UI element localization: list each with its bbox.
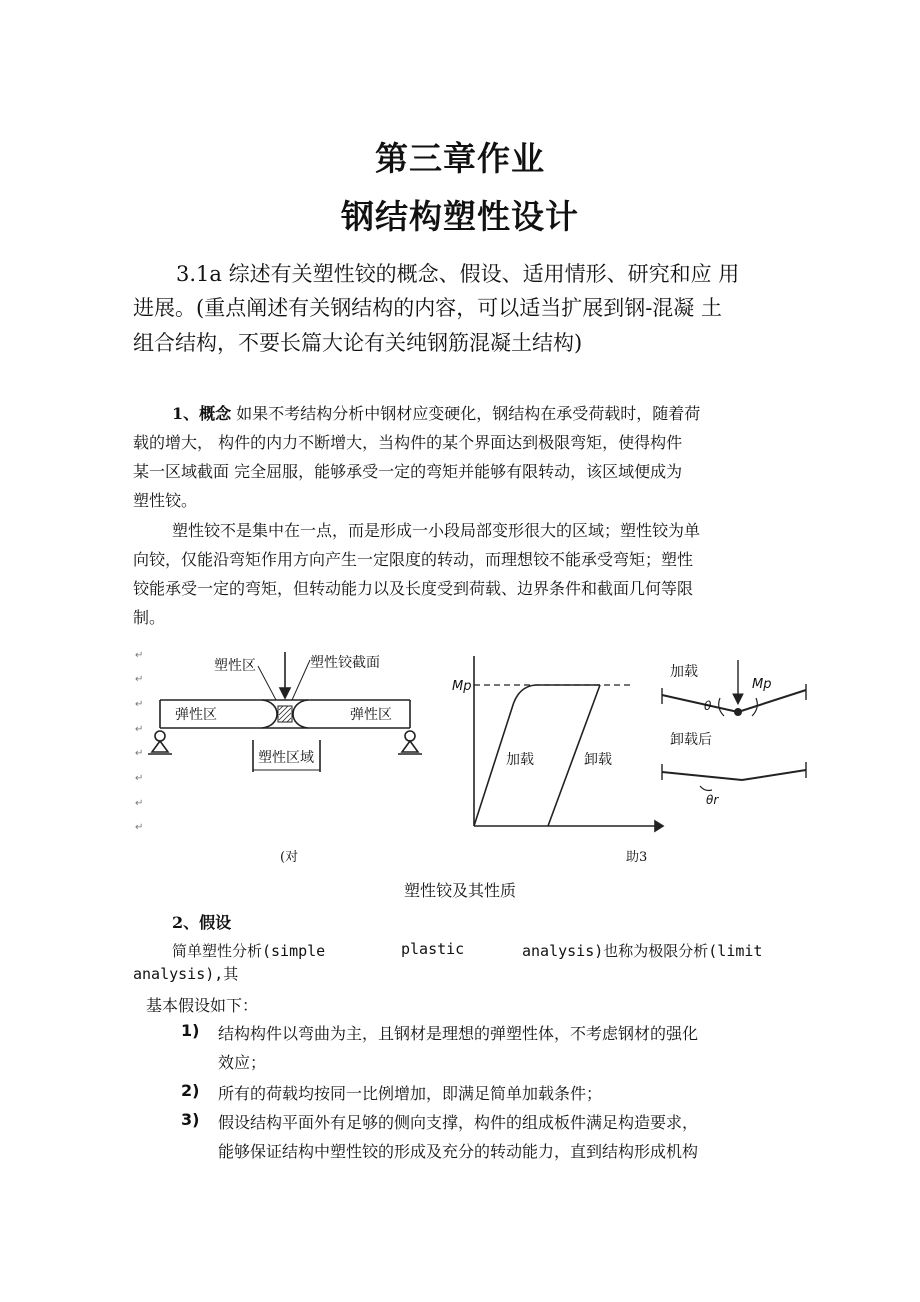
hinge-paragraph-line-2: 向铰，仅能沿弯矩作用方向产生一定限度的转动，而理想铰不能承受弯矩；塑性 xyxy=(133,550,694,569)
hinge-section-label: 塑性铰截面 xyxy=(310,655,380,671)
hinge-paragraph-line-4: 制。 xyxy=(133,608,166,627)
concept-paragraph-line-1: 1、概念 如果不考结构分析中钢材应变硬化，钢结构在承受荷载时，随着荷 xyxy=(172,404,701,423)
topic-title: 钢结构塑性设计 xyxy=(341,197,579,236)
assumption-1-number: 1) xyxy=(181,1021,200,1040)
question-line-2: 进展。(重点阐述有关钢结构的内容，可以适当扩展到钢-混凝 土 xyxy=(133,296,722,320)
assumption-3-number: 3) xyxy=(181,1110,200,1129)
mp-axis-label: Mp xyxy=(452,679,472,694)
svg-text:↵: ↵ xyxy=(135,650,144,661)
assumption-2-line-1: 所有的荷载均按同一比例增加，即满足简单加载条件； xyxy=(218,1084,603,1103)
elastic-zone-left-label: 弹性区 xyxy=(175,707,217,723)
plastic-zone-label: 塑性区 xyxy=(214,658,256,674)
svg-text:↵: ↵ xyxy=(135,724,144,735)
concept-heading: 1、概念 xyxy=(172,404,232,423)
svg-text:↵: ↵ xyxy=(135,798,144,809)
assumption-1-line-1: 结构构件以弯曲为主，且钢材是理想的弹塑性体，不考虑钢材的强化 xyxy=(218,1024,699,1043)
assumptions-line-3: 基本假设如下： xyxy=(146,996,259,1015)
elastic-zone-right-label: 弹性区 xyxy=(350,707,392,723)
assumption-1-line-2: 效应； xyxy=(218,1053,267,1072)
figure-sub-label-left: (对 xyxy=(280,850,299,865)
hinge-mp-label: Mp xyxy=(752,677,772,692)
question-line-3: 组合结构，不要长篇大论有关纯钢筋混凝土结构) xyxy=(133,331,583,355)
after-unloading-label: 卸载后 xyxy=(670,732,712,748)
question-line-1: 3.1a 综述有关塑性铰的概念、假设、适用情形、研究和应 用 xyxy=(176,262,740,286)
moment-rotation-graph xyxy=(474,656,663,831)
chapter-title: 第三章作业 xyxy=(375,139,545,178)
assumptions-heading: 2、假设 xyxy=(172,913,232,932)
loading-curve-label: 加载 xyxy=(506,752,534,768)
hinge-theta-label: θ xyxy=(704,699,712,713)
figure-caption: 塑性铰及其性质 xyxy=(403,881,516,900)
concept-paragraph-line-4: 塑性铰。 xyxy=(133,491,198,510)
figure-sub-label-right: 助3 xyxy=(626,850,648,865)
svg-text:↵: ↵ xyxy=(135,822,144,833)
assumptions-line-1b: plastic xyxy=(401,940,465,958)
hinge-paragraph-line-3: 铰能承受一定的弯矩，但转动能力以及长度受到荷载、边界条件和截面几何等限 xyxy=(133,579,694,598)
assumptions-line-2: analysis),其 xyxy=(133,965,239,983)
assumption-3-line-2: 能够保证结构中塑性铰的形成及充分的转动能力，直到结构形成机构 xyxy=(218,1142,699,1161)
svg-text:↵: ↵ xyxy=(135,674,144,685)
hinge-region-label: 塑性区域 xyxy=(258,750,314,766)
svg-text:↵: ↵ xyxy=(135,748,144,759)
assumption-2-number: 2) xyxy=(181,1081,200,1100)
svg-text:↵: ↵ xyxy=(135,699,144,710)
assumptions-line-1c: analysis)也称为极限分析(limit xyxy=(522,942,763,960)
paragraph-marks xyxy=(135,650,143,833)
residual-theta-label: θr xyxy=(706,793,719,807)
assumptions-line-1a: 简单塑性分析(simple xyxy=(172,942,326,960)
concept-paragraph-line-3: 某一区域截面 完全屈服，能够承受一定的弯矩并能够有限转动，该区域便成为 xyxy=(133,462,683,481)
plastic-hinge-figure xyxy=(0,640,920,850)
svg-text:↵: ↵ xyxy=(135,773,144,784)
unloading-curve-label: 卸载 xyxy=(584,752,612,768)
assumption-3-line-1: 假设结构平面外有足够的侧向支撑，构件的组成板件满足构造要求， xyxy=(218,1113,699,1132)
hinge-loading-label: 加载 xyxy=(670,664,698,680)
hinge-paragraph-line-1: 塑性铰不是集中在一点，而是形成一小段局部变形很大的区域；塑性铰为单 xyxy=(172,521,701,540)
concept-paragraph-line-2: 载的增大， 构件的内力不断增大，当构件的某个界面达到极限弯矩，使得构件 xyxy=(133,433,683,452)
